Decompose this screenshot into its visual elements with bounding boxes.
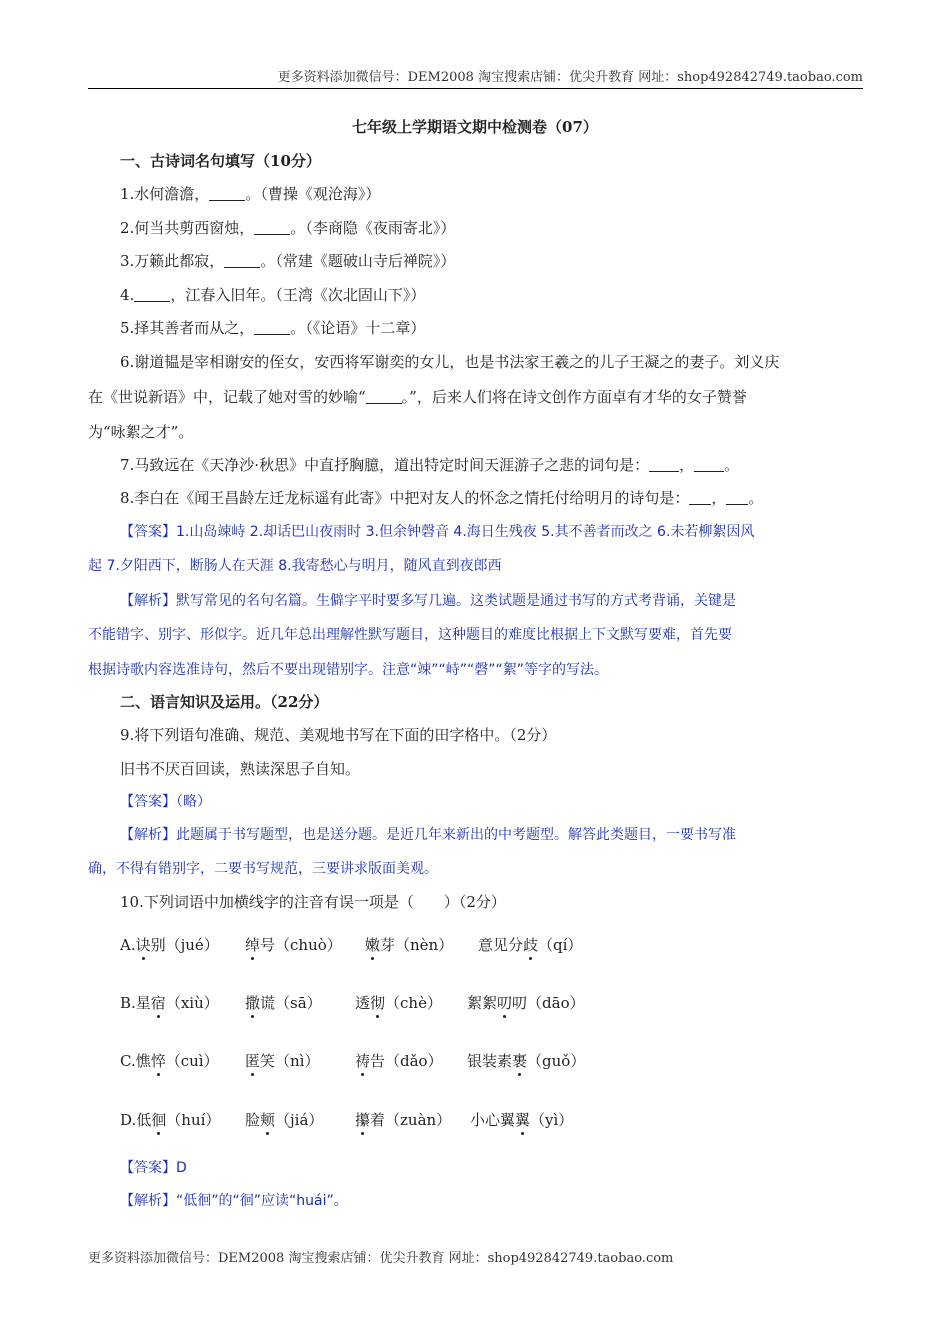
- question-10: 10.下列词语中加横线字的注音有误一项是（ ）（2分）: [120, 893, 506, 911]
- explanation-1-line-1: 【解析】默写常见的名句名篇。生僻字平时要多写几遍。这类试题是通过书写的方式考背诵，关键是: [120, 593, 736, 609]
- answer-blank[interactable]: [689, 490, 711, 505]
- question-7: 7.马致远在《天净沙·秋思》中直抒胸臆，道出特定时间天涯游子之悲的词句是： ， 。: [120, 456, 740, 474]
- question-8: 8.李白在《闻王昌龄左迁龙标遥有此寄》中把对友人的怀念之情托付给明月的诗句是： ， 。: [120, 489, 764, 507]
- question-6-line-2: 在《世说新语》中，记载了她对雪的妙喻“ 。”，后来人们将在诗文创作方面卓有才华的女子赞誉: [88, 388, 747, 406]
- question-2: 2.何当共剪西窗烛， 。（李商隐《夜雨寄北》）: [120, 219, 456, 237]
- page-title: 七年级上学期语文期中检测卷（07）: [352, 118, 598, 136]
- answer-blank[interactable]: [254, 220, 290, 235]
- question-9-sentence: 旧书不厌百回读，熟读深思子自知。: [120, 760, 361, 778]
- question-3: 3.万籁此都寂， 。（常建《题破山寺后禅院》）: [120, 252, 456, 270]
- section-2-heading: 二、语言知识及运用。（22分）: [120, 693, 329, 711]
- answer-blank[interactable]: [366, 389, 402, 404]
- answer-9: 【答案】（略）: [120, 794, 211, 810]
- answer-10: 【答案】D: [120, 1160, 187, 1176]
- question-4: 4. ，江春入旧年。（王湾《次北固山下》）: [120, 286, 426, 304]
- page-header: 更多资料添加微信号：DEM2008 淘宝搜索店铺：优尖升教育 网址：shop492842749.taobao.com: [88, 66, 863, 89]
- page-footer: 更多资料添加微信号：DEM2008 淘宝搜索店铺：优尖升教育 网址：shop492842749.taobao.com: [88, 1251, 674, 1266]
- answer-blank[interactable]: [649, 457, 679, 472]
- answer-blank[interactable]: [134, 287, 170, 302]
- question-6-line-1: 6.谢道韫是宰相谢安的侄女，安西将军谢奕的女儿，也是书法家王羲之的儿子王凝之的妻子。刘义庆: [120, 353, 780, 371]
- answer-blank[interactable]: [694, 457, 724, 472]
- answer-blank[interactable]: [224, 253, 260, 268]
- explanation-1-line-3: 根据诗歌内容选准诗句，然后不要出现错别字。注意“竦”“峙”“磬”“絮”等字的写法。: [88, 662, 609, 678]
- question-9: 9.将下列语句准确、规范、美观地书写在下面的田字格中。（2分）: [120, 726, 557, 744]
- explanation-9-line-2: 确，不得有错别字，二要书写规范，三要讲求版面美观。: [88, 861, 438, 877]
- answer-blank[interactable]: [209, 186, 245, 201]
- section-1-heading: 一、古诗词名句填写（10分）: [120, 152, 321, 170]
- question-6-line-3: 为“咏絮之才”。: [88, 423, 194, 441]
- answer-blank[interactable]: [726, 490, 748, 505]
- question-1: 1.水何澹澹， 。（曹操《观沧海》）: [120, 185, 381, 203]
- explanation-1-line-2: 不能错字、别字、形似字。近几年总出理解性默写题目，这种题目的难度比根据上下文默写要难，首先要: [88, 627, 732, 643]
- answer-1-line-1: 【答案】1.山岛竦峙 2.却话巴山夜雨时 3.但余钟磬音 4.海日生残夜 5.其不善者而改之 6.未若柳絮因风: [120, 524, 755, 540]
- answer-blank[interactable]: [254, 320, 290, 335]
- answer-1-line-2: 起 7.夕阳西下，断肠人在天涯 8.我寄愁心与明月，随风直到夜郎西: [88, 558, 502, 574]
- explanation-10: 【解析】“低徊”的“徊”应读“huái”。: [120, 1193, 348, 1209]
- explanation-9-line-1: 【解析】此题属于书写题型，也是送分题。是近几年来新出的中考题型。解答此类题目，一要书写准: [120, 827, 736, 843]
- question-5: 5.择其善者而从之， 。（《论语》十二章）: [120, 319, 426, 337]
